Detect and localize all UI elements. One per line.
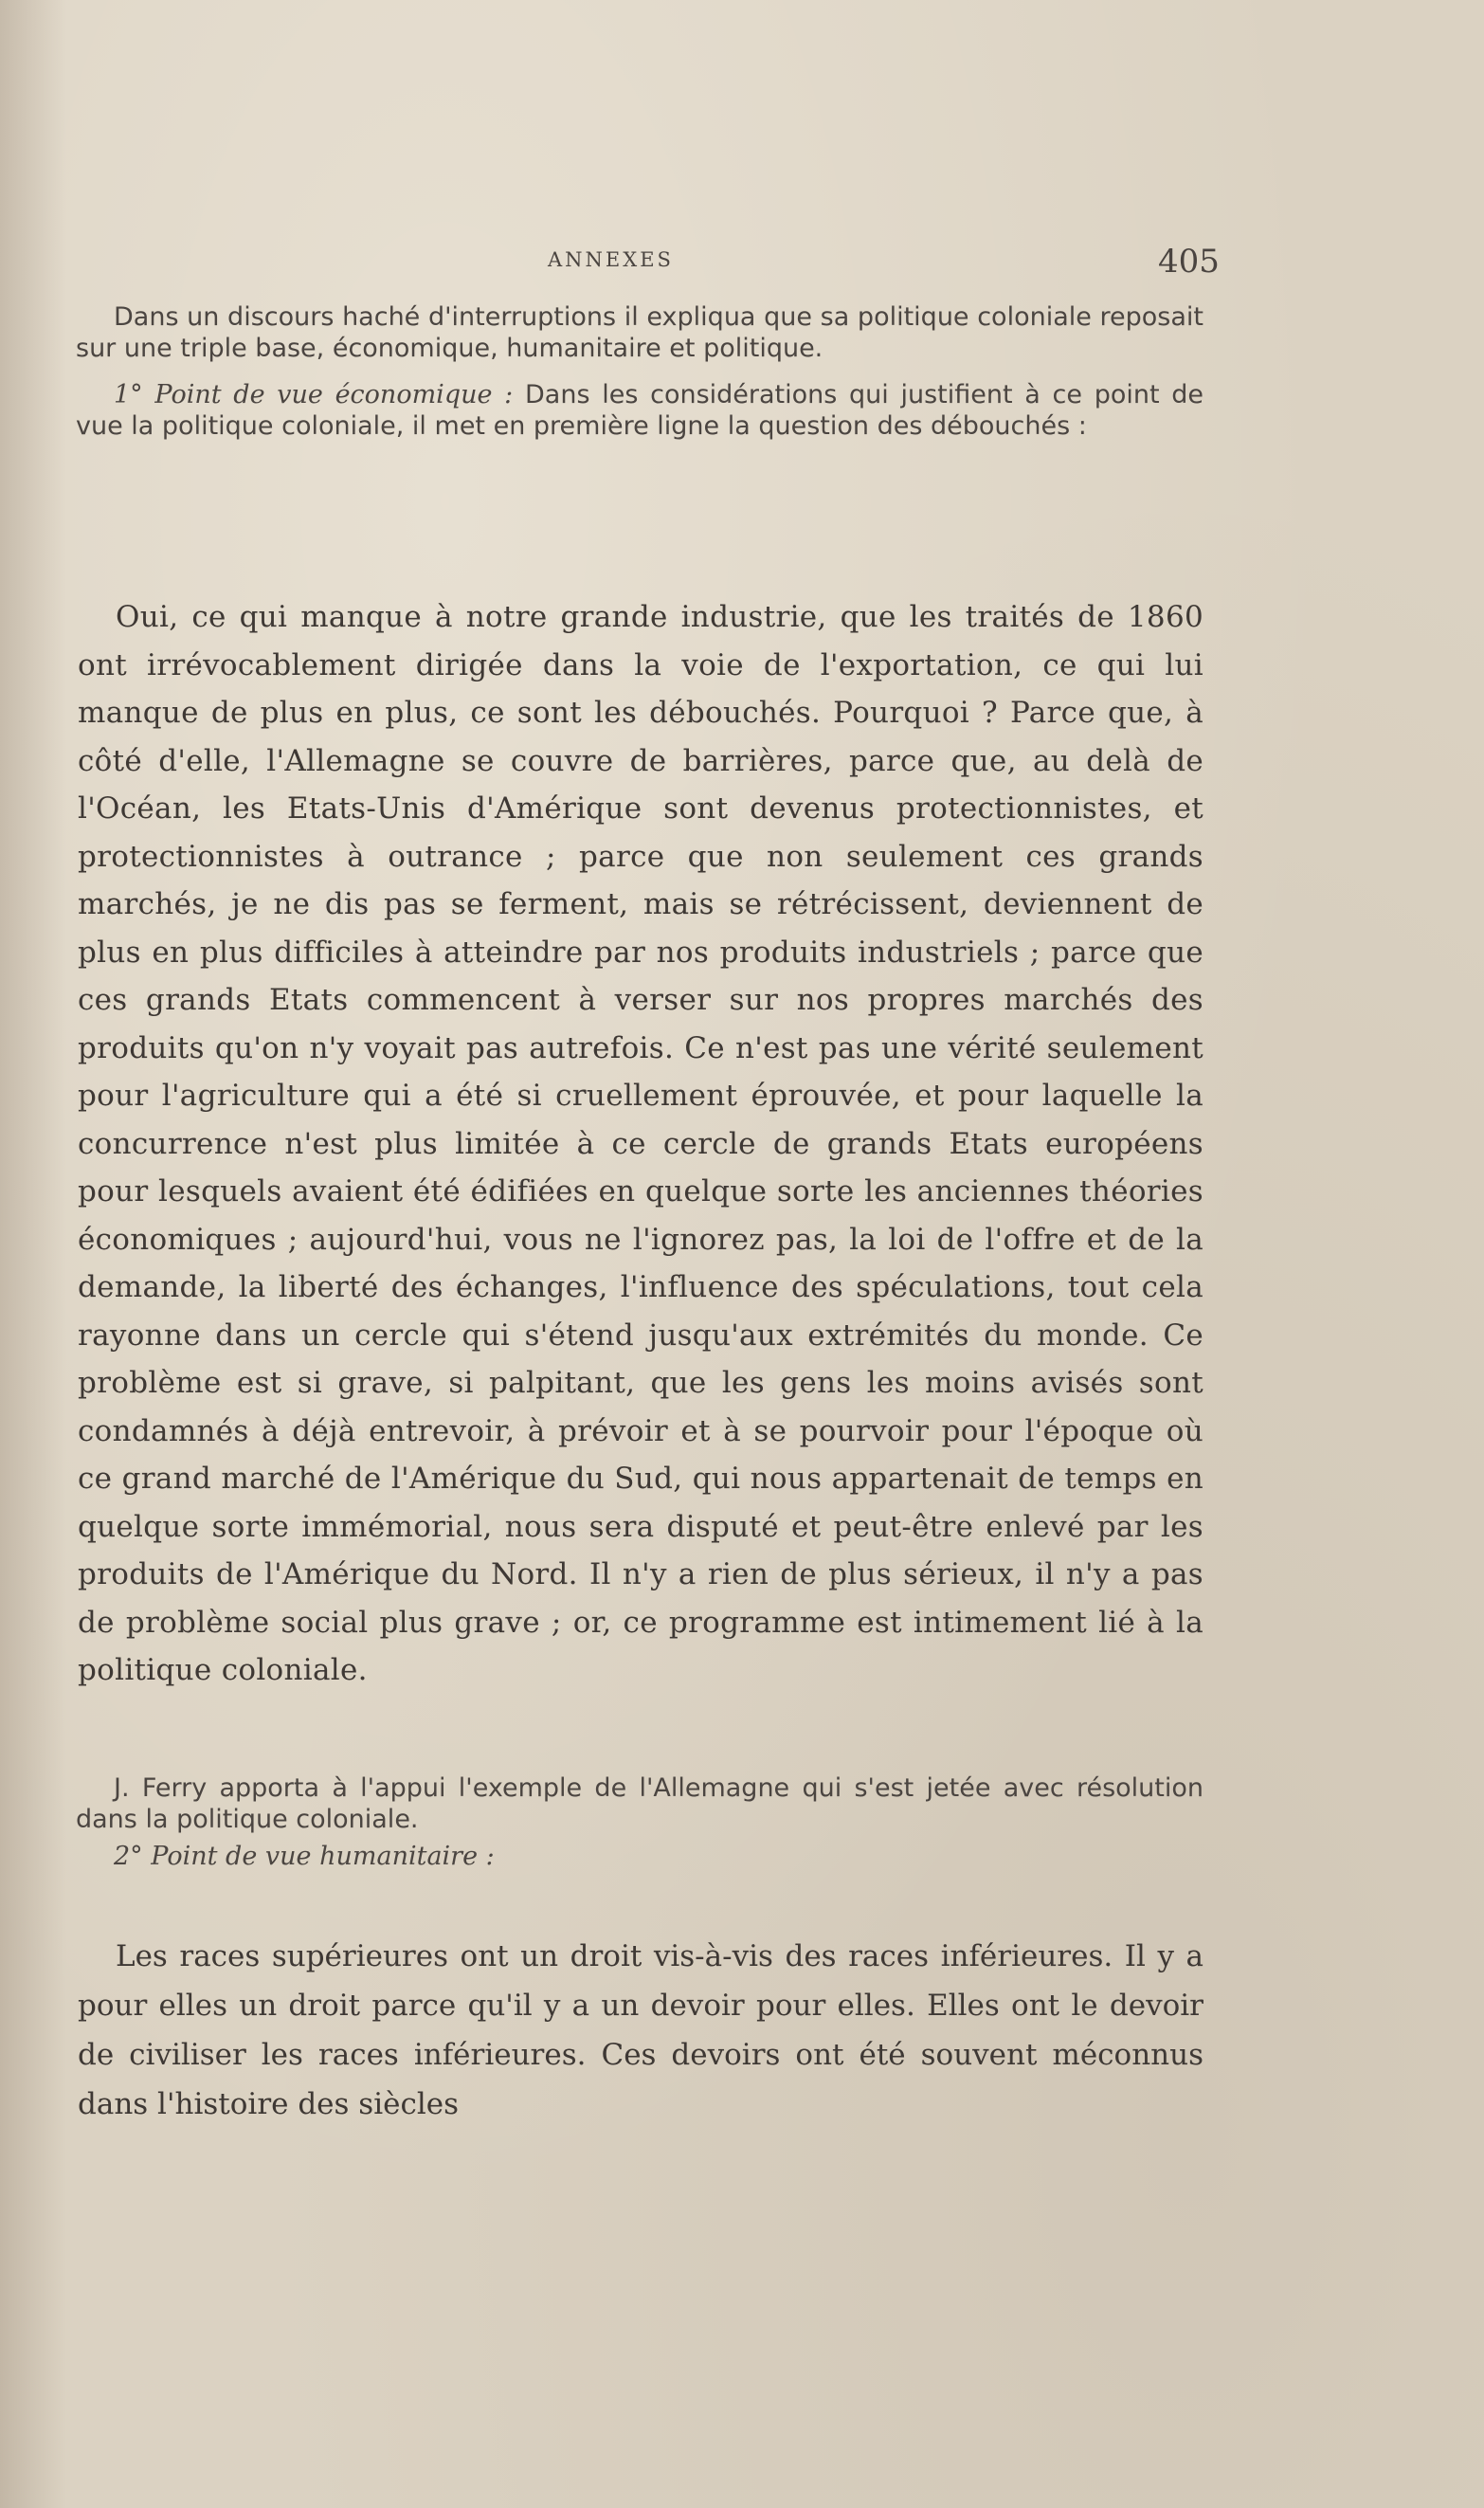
intro-paragraph: Dans un discours haché d'interruptions il expliqua que sa politique coloniale reposait sur une triple base, économique, humanitaire et politique.: [76, 302, 1203, 363]
quotation-economic: [78, 593, 1203, 1695]
page-header: [0, 243, 1484, 286]
quotation-humanitarian-text: Les races supérieures ont un droit vis-à-vis des races inférieures. Il y a pour elles un droit parce qu'il y a un devoir pour elles. Elles ont le devoir de civiliser les races inférieures. Ces devoirs ont été souvent méconnus dans l'histoire des siècles: [78, 1939, 1203, 2121]
page-gutter-shadow: [0, 0, 66, 2508]
point2-label: 2° Point de vue humanitaire :: [114, 1842, 495, 1871]
point2-paragraph: [76, 1841, 1203, 1872]
transition-paragraph: J. Ferry apporta à l'appui l'exemple de l'Allemagne qui s'est jetée avec résolution dans la politique coloniale.: [76, 1773, 1203, 1834]
transition-section: [76, 1772, 1203, 1878]
point1-paragraph: [76, 379, 1203, 442]
point1-text: Dans les considérations qui justifient à ce point de vue la politique coloniale, il met en première ligne la question des débouchés :: [76, 380, 1204, 441]
page-number: 405: [1158, 243, 1220, 281]
quotation-economic-text: Oui, ce qui manque à notre grande industrie, que les traités de 1860 ont irrévocablement dirigée dans la voie de l'exportation, ce qui lui manque de plus en plus, ce sont les débouchés. Pourquoi ? Parce que, à côté d'elle, l'Allemagne se couvre de barrières, parce que, au delà de l'Océan, les Etats-Unis d'Amérique sont devenus protectionnistes, et protectionnistes à outrance ; parce que non seulement ces grands marchés, je ne dis pas se ferment, mais se rétrécissent, deviennent de plus en plus difficiles à atteindre par nos produits industriels ; parce que ces grands Etats commencent à verser sur nos propres marchés des produits qu'on n'y voyait pas autrefois. Ce n'est pas une vérité seulement pour l'agriculture qui a été si cruellement éprouvée, et pour laquelle la concurrence n'est plus limitée à ce cercle de grands Etats européens pour lesquels avaient été édifiées en quelque sorte les anciennes théories économiques ; aujourd'hui, vous ne l'ignorez pas, la loi de l'offre et de la demande, la liberté des échanges, l'influence des spéculations, tout cela rayonne dans un cercle qui s'étend jusqu'aux extrémités du monde. Ce problème est si grave, si palpitant, que les gens les moins avisés sont condamnés à déjà entrevoir, à prévoir et à se pourvoir pour l'époque où ce grand marché de l'Amérique du Sud, qui nous appartenait de temps en quelque sorte immémorial, nous sera disputé et peut-être enlevé par les produits de l'Amérique du Nord. Il n'y a rien de plus sérieux, il n'y a pas de problème social plus grave ; or, ce programme est intimement lié à la politique coloniale.: [78, 600, 1203, 1687]
running-title: ANNEXES: [548, 248, 674, 271]
quotation-humanitarian: [78, 1932, 1203, 2129]
intro-section: [76, 301, 1203, 457]
point1-label: 1° Point de vue économique :: [114, 380, 514, 409]
